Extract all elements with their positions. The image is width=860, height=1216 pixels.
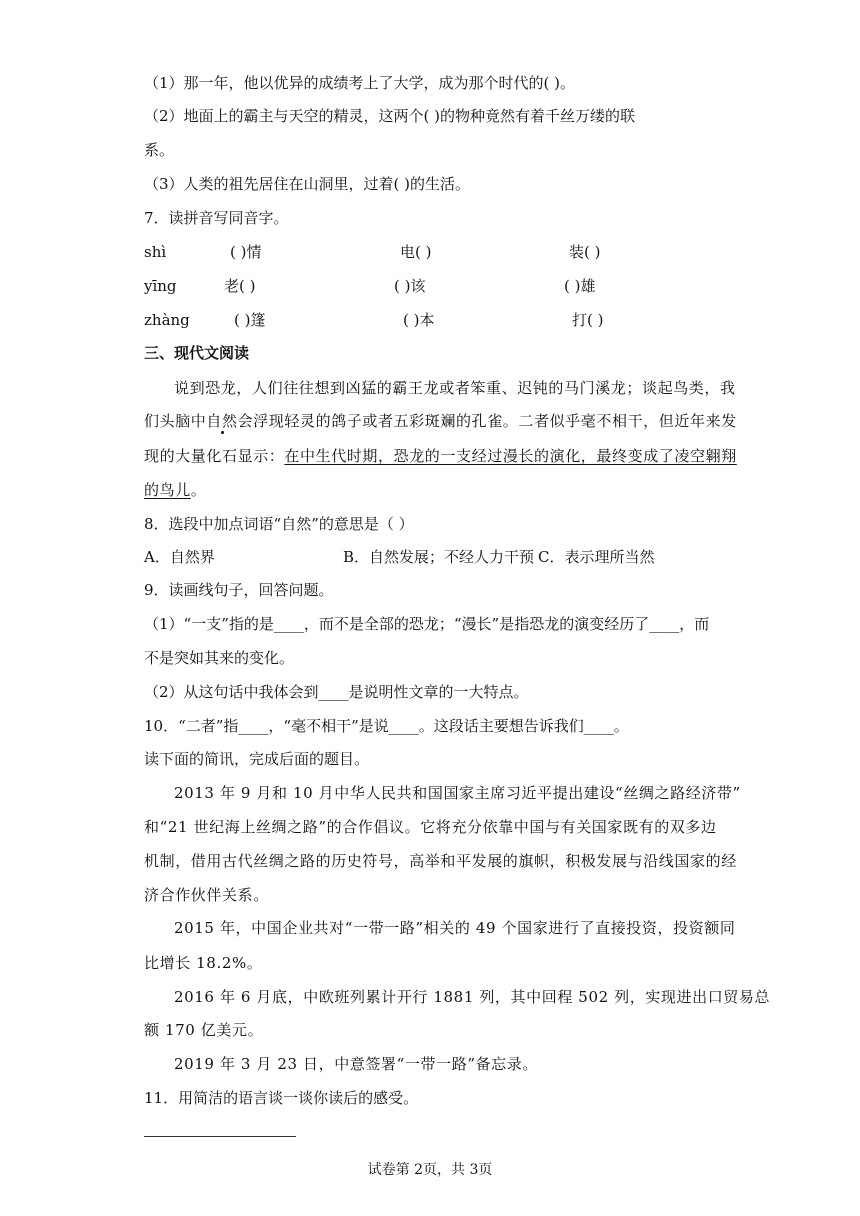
option-c: C．表示理所当然 — [538, 548, 655, 566]
blank-cell: ( )本 — [403, 311, 435, 329]
dotted-word: 自然 — [206, 412, 238, 430]
news-line: 额 170 亿美元。 — [144, 1021, 264, 1039]
q7-title: 7．读拼音写同音字。 — [144, 209, 289, 227]
blank-cell: ( )雄 — [564, 277, 596, 295]
news-line: 比增长 18.2%。 — [144, 954, 263, 972]
news-line: 2019 年 3 月 23 日，中意签署“一带一路”备忘录。 — [174, 1055, 538, 1073]
blank-cell: ( )篷 — [234, 311, 266, 329]
blank-cell: ( )情 — [230, 243, 262, 261]
news-line: 2015 年，中国企业共对“一带一路”相关的 49 个国家进行了直接投资，投资额同 — [174, 919, 736, 937]
q8-question: 8．选段中加点词语“自然”的意思是（ ） — [144, 515, 414, 533]
q9-sub1-cont: 不是突如其来的变化。 — [144, 649, 295, 667]
page-footer: 试卷第 2页，共 3页 — [367, 1162, 493, 1178]
q8-options — [144, 546, 704, 568]
passage-text: 现的大量化石显示： — [144, 447, 285, 465]
news-line: 2016 年 6 月底，中欧班列累计开行 1881 列，其中回程 502 列，实现进出口贸易总 — [174, 988, 771, 1006]
pinyin: shì — [144, 243, 167, 261]
news-line: 2013 年 9 月和 10 月中华人民共和国国家主席习近平提出建设“丝绸之路经济带” — [174, 784, 741, 802]
passage-text: 。 — [190, 481, 207, 499]
news-line: 机制，借用古代丝绸之路的历史符号，高举和平发展的旗帜，积极发展与沿线国家的经 — [144, 852, 737, 870]
answer-line — [144, 1136, 296, 1137]
passage-text: 们头脑中 — [144, 412, 207, 430]
passage-text: 会浮现轻灵的鸽子或者五彩斑斓的孔雀。二者似乎毫不相干，但近年来发 — [237, 412, 737, 430]
pinyin: yīng — [144, 277, 177, 295]
pinyin: zhàng — [144, 311, 190, 329]
q9-question: 9．读画线句子，回答问题。 — [144, 581, 334, 599]
blank-cell: 装( ) — [569, 243, 601, 261]
q6-item-1: （1）那一年，他以优异的成绩考上了大学，成为那个时代的( )。 — [144, 74, 576, 92]
underlined-sentence: 在中生代时期，恐龙的一支经过漫长的演化，最终变成了凌空翱翔 — [284, 447, 737, 465]
section-title: 三、现代文阅读 — [144, 344, 250, 362]
q7-row-shi — [144, 241, 704, 263]
q11-question: 11．用简洁的语言谈一谈你读后的感受。 — [144, 1089, 419, 1107]
news-line: 和“21 世纪海上丝绸之路”的合作倡议。它将充分依靠中国与有关国家既有的双多边 — [144, 818, 717, 836]
passage-line — [144, 445, 737, 467]
reading-instruction: 读下面的简讯，完成后面的题目。 — [144, 750, 370, 768]
blank-cell: ( )该 — [394, 277, 426, 295]
q6-item-2-cont: 系。 — [144, 141, 175, 159]
blank-cell: 老( ) — [224, 277, 256, 295]
q6-item-3: （3）人类的祖先居住在山洞里，过着( )的生活。 — [144, 175, 471, 193]
blank-cell: 电( ) — [400, 243, 432, 261]
option-a: A．自然界 — [144, 548, 215, 566]
blank-cell: 打( ) — [572, 311, 604, 329]
q6-item-2: （2）地面上的霸主与天空的精灵，这两个( )的物种竟然有着千丝万缕的联 — [144, 107, 636, 125]
q9-sub1: （1）“一支”指的是____，而不是全部的恐龙；“漫长”是指恐龙的演变经历了____，而 — [144, 615, 710, 633]
q7-row-ying — [144, 275, 704, 297]
q9-sub2: （2）从这句话中我体会到____是说明性文章的一大特点。 — [144, 683, 529, 701]
passage-line: 说到恐龙，人们往往想到凶猛的霸王龙或者笨重、迟钝的马门溪龙；谈起鸟类，我 — [174, 379, 736, 397]
q7-row-zhang — [144, 309, 704, 331]
option-b: B．自然发展；不经人力干预 — [343, 548, 535, 566]
underlined-sentence: 的鸟儿 — [144, 481, 191, 499]
passage-line — [144, 410, 737, 432]
news-line: 济合作伙伴关系。 — [144, 886, 269, 904]
q10-question: 10．“二者”指____，“毫不相干”是说____。这段话主要想告诉我们____。 — [144, 717, 629, 735]
passage-line — [144, 479, 206, 501]
